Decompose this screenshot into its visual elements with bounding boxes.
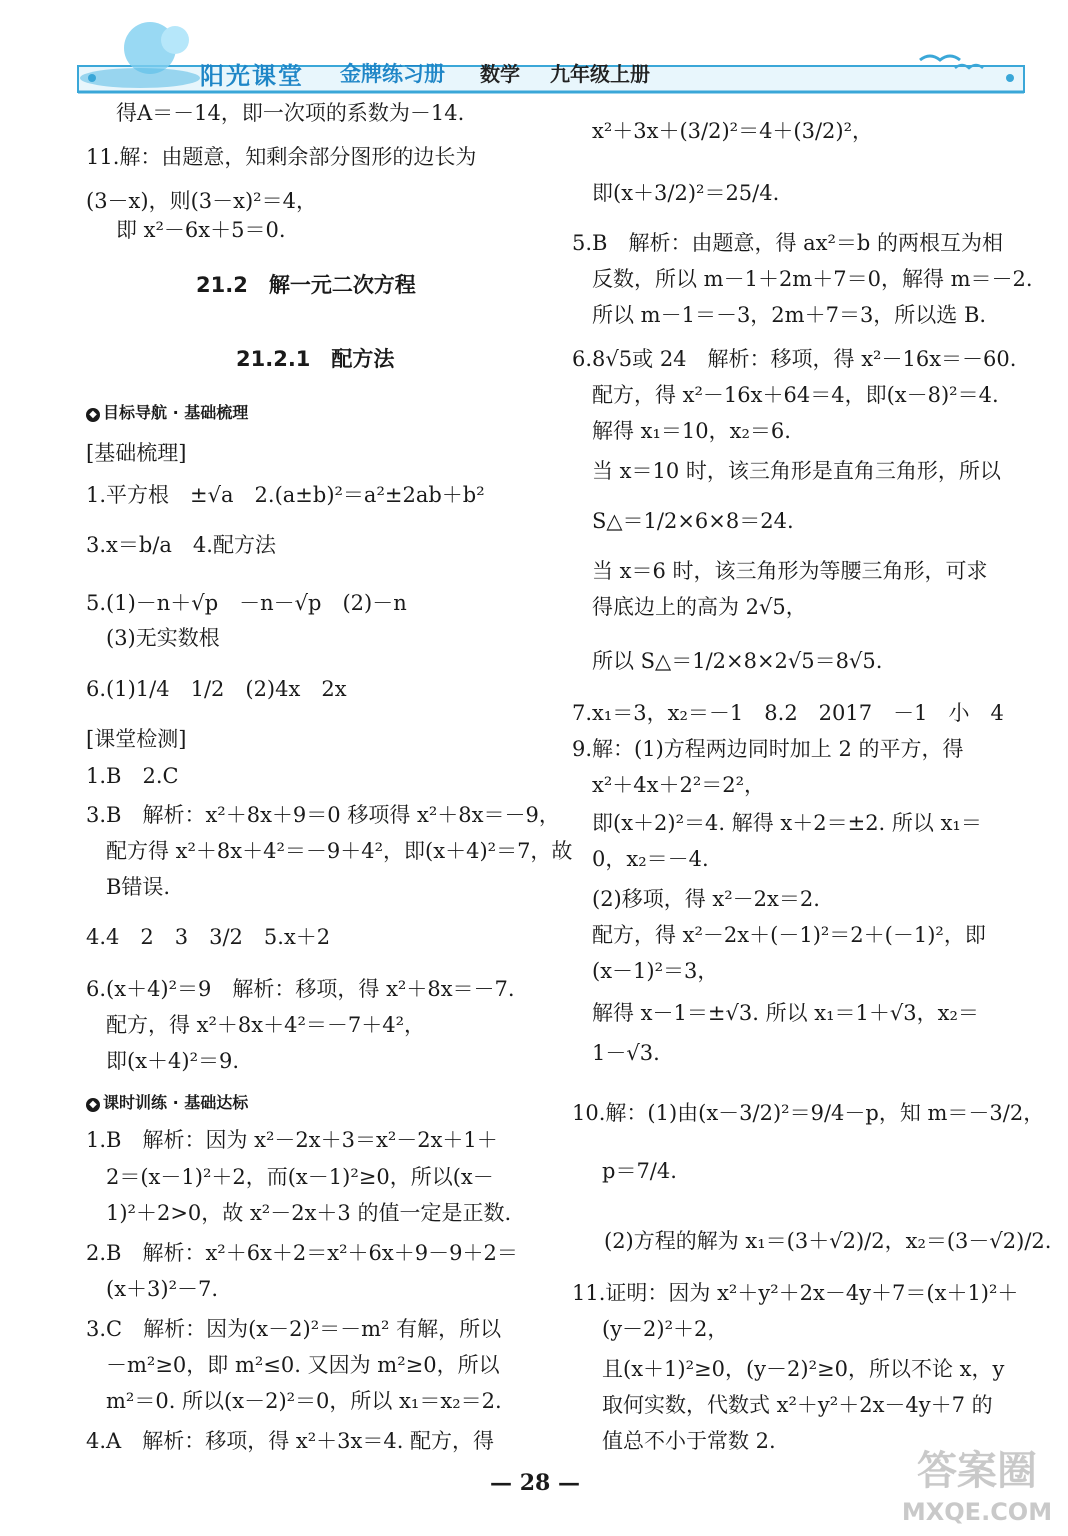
- bullet-icon: ◆: [86, 408, 100, 422]
- text-line: 所以 m－1＝－3，2m＋7＝3，所以选 B.: [592, 303, 987, 327]
- text-line: －m²≥0，即 m²≤0. 又因为 m²≥0，所以: [106, 1353, 500, 1377]
- text-line: x²＋4x＋2²＝2²，: [592, 773, 766, 797]
- text-line: 2＝(x－1)²＋2，而(x－1)²≥0，所以(x－: [106, 1165, 494, 1189]
- category-text: 课时训练 · 基础达标: [103, 1093, 249, 1112]
- text-line: 7.x₁＝3，x₂＝－1 8.2 2017 －1 小 4: [572, 701, 1004, 725]
- text-line: m²＝0. 所以(x－2)²＝0，所以 x₁＝x₂＝2.: [106, 1389, 502, 1413]
- text-line: 当 x＝6 时，该三角形为等腰三角形，可求: [592, 559, 988, 583]
- text-line: 得A＝－14，即一次项的系数为－14.: [116, 101, 465, 125]
- text-line: 4.4 2 3 3/2 5.x＋2: [86, 925, 331, 949]
- text-line: 6.(x＋4)²＝9 解析：移项，得 x²＋8x＝－7.: [86, 977, 515, 1001]
- page-header: [0, 0, 1068, 98]
- grade-label: 九年级上册: [550, 62, 650, 86]
- text-line: 配方，得 x²－16x＋64＝4，即(x－8)²＝4.: [592, 383, 999, 407]
- page-number: — 28 —: [490, 1470, 580, 1496]
- header-decoration: [0, 0, 1068, 98]
- text-line: S△＝1/2×6×8＝24.: [592, 509, 794, 533]
- text-line: 3.B 解析：x²＋8x＋9＝0 移项得 x²＋8x＝－9，: [86, 803, 560, 827]
- text-line: 当 x＝10 时，该三角形是直角三角形，所以: [592, 459, 1001, 483]
- text-line: 1.平方根 ±√a 2.(a±b)²＝a²±2ab＋b²: [86, 483, 485, 507]
- text-line: p＝7/4.: [602, 1159, 677, 1183]
- text-line: 0，x₂＝－4.: [592, 847, 709, 871]
- text-line: 取何实数，代数式 x²＋y²＋2x－4y＋7 的: [602, 1393, 993, 1417]
- brand-title: 阳光课堂: [200, 62, 304, 90]
- text-line: 11.证明：因为 x²＋y²＋2x－4y＋7＝(x＋1)²＋: [572, 1281, 1019, 1305]
- text-line: 1.B 解析：因为 x²－2x＋3＝x²－2x＋1＋: [86, 1128, 498, 1152]
- text-line: 解得 x－1＝±√3. 所以 x₁＝1＋√3，x₂＝: [592, 1001, 979, 1025]
- text-line: 5.(1)－n＋√p －n－√p (2)－n: [86, 591, 407, 615]
- text-line: B错误.: [106, 875, 171, 899]
- text-line: 3.x＝b/a 4.配方法: [86, 533, 276, 557]
- category-label: [86, 404, 248, 422]
- text-line: (2)方程的解为 x₁＝(3＋√2)/2，x₂＝(3－√2)/2.: [604, 1229, 1052, 1253]
- text-line: (3)无实数根: [106, 626, 220, 650]
- text-line: 配方得 x²＋8x＋4²＝－9＋4²，即(x＋4)²＝7，故: [106, 839, 573, 863]
- text-line: 即(x＋3/2)²＝25/4.: [592, 181, 780, 205]
- watermark-logo: [892, 1440, 1062, 1532]
- text-line: 3.C 解析：因为(x－2)²＝－m² 有解，所以: [86, 1317, 502, 1341]
- text-line: 6.(1)1/4 1/2 (2)4x 2x: [86, 677, 347, 701]
- text-line: 即(x＋4)²＝9.: [106, 1049, 240, 1073]
- text-line: 2.B 解析：x²＋6x＋2＝x²＋6x＋9－9＋2＝: [86, 1241, 518, 1265]
- text-line: (y－2)²＋2，: [602, 1317, 729, 1341]
- watermark-url: MXQE.COM: [901, 1498, 1053, 1526]
- text-line: 即 x²－6x＋5＝0.: [116, 218, 286, 242]
- subject-label: 数学: [480, 62, 520, 86]
- text-line: 值总不小于常数 2.: [602, 1429, 776, 1453]
- text-line: 1－√3.: [592, 1041, 660, 1065]
- text-line: 1.B 2.C: [86, 764, 179, 788]
- text-line: 4.A 解析：移项，得 x²＋3x＝4. 配方，得: [86, 1429, 495, 1453]
- subsection-heading: 21.2.1 配方法: [236, 347, 395, 371]
- bracket-heading: [课堂检测]: [86, 727, 187, 751]
- bracket-heading: [基础梳理]: [86, 441, 187, 465]
- text-line: 5.B 解析：由题意，得 ax²＝b 的两根互为相: [572, 231, 1004, 255]
- series-title: 金牌练习册: [340, 62, 445, 86]
- text-line: 解得 x₁＝10，x₂＝6.: [592, 419, 791, 443]
- text-line: (3－x)，则(3－x)²＝4，: [86, 189, 317, 213]
- text-line: 6.8√5或 24 解析：移项，得 x²－16x＝－60.: [572, 347, 1017, 371]
- text-line: 且(x＋1)²≥0，(y－2)²≥0，所以不论 x，y: [602, 1357, 1005, 1381]
- text-line: (x＋3)²－7.: [106, 1277, 219, 1301]
- category-text: 目标导航 · 基础梳理: [103, 403, 249, 422]
- text-line: (x－1)²＝3，: [592, 959, 719, 983]
- text-line: 11.解：由题意，知剩余部分图形的边长为: [86, 145, 477, 169]
- text-line: 反数，所以 m－1＋2m＋7＝0，解得 m＝－2.: [592, 267, 1033, 291]
- text-line: 9.解：(1)方程两边同时加上 2 的平方，得: [572, 737, 964, 761]
- text-line: 配方，得 x²＋8x＋4²＝－7＋4²，: [106, 1013, 426, 1037]
- bullet-icon: ◆: [86, 1098, 100, 1112]
- text-line: (2)移项，得 x²－2x＝2.: [592, 887, 820, 911]
- watermark-text: 答案圈: [917, 1448, 1037, 1494]
- text-line: 配方，得 x²－2x＋(－1)²＝2＋(－1)²，即: [592, 923, 986, 947]
- text-line: 所以 S△＝1/2×8×2√5＝8√5.: [592, 649, 883, 673]
- text-line: x²＋3x＋(3/2)²＝4＋(3/2)²，: [592, 119, 874, 143]
- text-line: 1)²＋2>0，故 x²－2x＋3 的值一定是正数.: [106, 1201, 512, 1225]
- text-line: 得底边上的高为 2√5，: [592, 595, 807, 619]
- section-heading: 21.2 解一元二次方程: [196, 273, 416, 297]
- text-line: 即(x＋2)²＝4. 解得 x＋2＝±2. 所以 x₁＝: [592, 811, 982, 835]
- category-label: [86, 1094, 248, 1112]
- text-line: 10.解：(1)由(x－3/2)²＝9/4－p，知 m＝－3/2，: [572, 1101, 1045, 1125]
